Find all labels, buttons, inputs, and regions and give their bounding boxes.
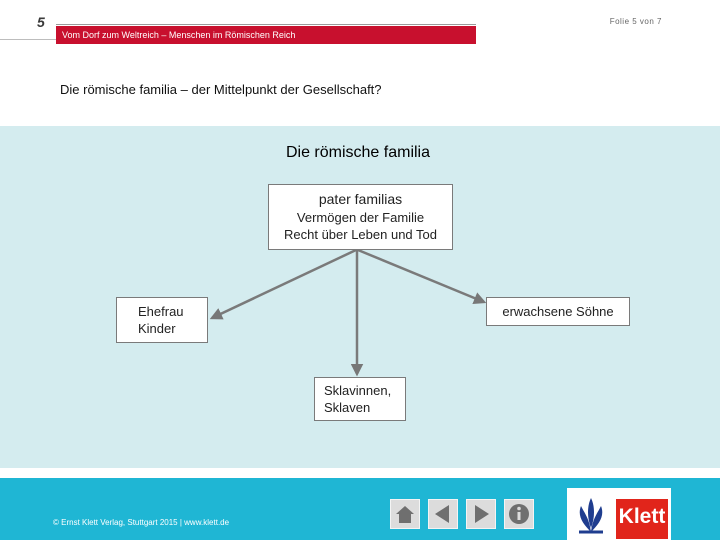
- node-soehne-line1: erwachsene Söhne: [502, 304, 614, 319]
- previous-button[interactable]: [428, 499, 458, 529]
- arrow-pater-to-soehne: [358, 250, 484, 302]
- chapter-number: 5: [37, 14, 45, 30]
- node-pater-line1: pater familias: [318, 191, 403, 207]
- node-ehefrau-line2: Kinder: [138, 321, 176, 336]
- footer-separator: [0, 468, 720, 478]
- node-ehefrau-kinder: [116, 297, 208, 343]
- info-button[interactable]: [504, 499, 534, 529]
- next-button[interactable]: [466, 499, 496, 529]
- info-icon: [505, 500, 533, 528]
- home-button[interactable]: [390, 499, 420, 529]
- node-sklaven-line2: Sklaven: [324, 400, 371, 415]
- node-pater-line3: Recht über Leben und Tod: [284, 227, 437, 242]
- node-pater-line2: Vermögen der Familie: [296, 210, 425, 225]
- node-ehefrau-line1: Ehefrau: [138, 304, 184, 319]
- node-erwachsene-soehne: [486, 297, 630, 326]
- previous-icon: [429, 500, 457, 528]
- page-title: Die römische familia – der Mittelpunkt der Gesellschaft?: [60, 82, 382, 97]
- diagram-heading-text: Die römische familia: [285, 144, 431, 161]
- copyright-text: © Ernst Klett Verlag, Stuttgart 2015 | www.klett.de: [53, 518, 230, 527]
- klett-flower-logo-icon: [567, 488, 615, 540]
- next-icon: [467, 500, 495, 528]
- home-icon: [391, 500, 419, 528]
- node-sklaven: [314, 377, 406, 421]
- header-title-bar: Vom Dorf zum Weltreich – Menschen im Römischen Reich: [56, 26, 476, 44]
- node-pater-familias: [268, 184, 453, 250]
- klett-logo-text: Klett: [618, 505, 666, 528]
- slide-counter: Folie 5 von 7: [609, 17, 662, 26]
- arrow-pater-to-ehefrau: [212, 250, 356, 318]
- node-sklaven-line1: Sklavinnen,: [324, 383, 392, 398]
